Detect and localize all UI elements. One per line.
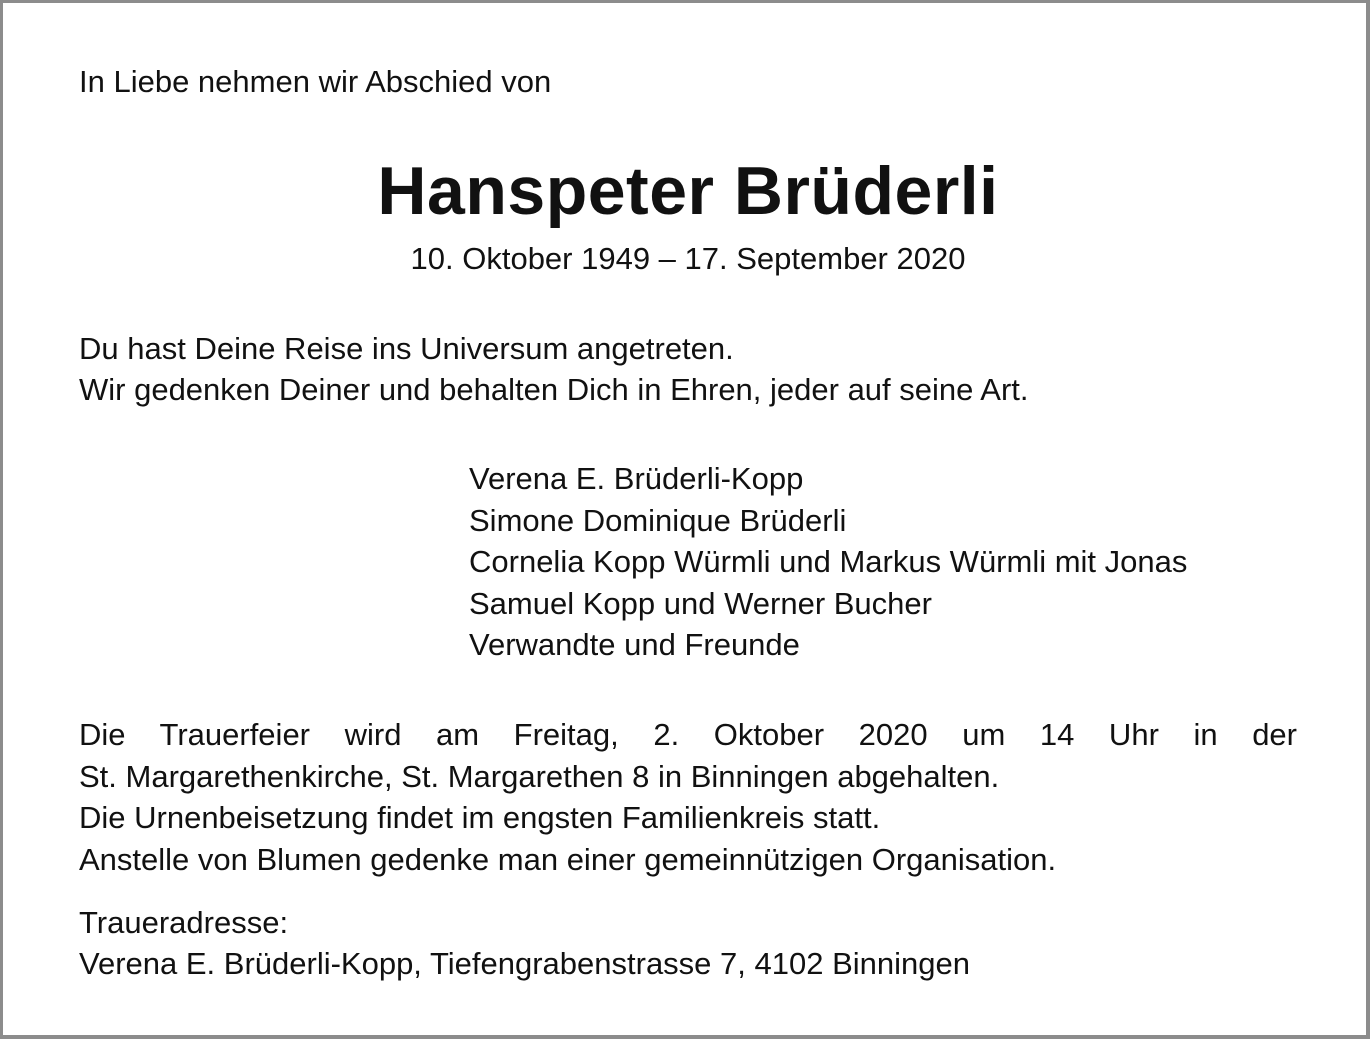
service-line: Die Trauerfeier wird am Freitag, 2. Oktober 2020 um 14 Uhr in der: [79, 717, 1297, 752]
mourner-item: Simone Dominique Brüderli: [469, 502, 847, 538]
mourner-item: Cornelia Kopp Würmli und Markus Würmli mit Jonas: [469, 544, 1188, 579]
mourning-address: [79, 902, 970, 984]
service-line: St. Margarethenkirche, St. Margarethen 8 in Binningen abgehalten.: [79, 758, 1000, 794]
service-line: Die Urnenbeisetzung findet im engsten Familienkreis statt.: [79, 800, 881, 835]
service-line: Anstelle von Blumen gedenke man einer gemeinnützigen Organisation.: [79, 841, 1057, 877]
mourner-item: Verwandte und Freunde: [469, 627, 800, 662]
mourner-item: Verena E. Brüderli-Kopp: [469, 461, 804, 496]
verse-line: Du hast Deine Reise ins Universum angetreten.: [79, 331, 734, 366]
address-label: Traueradresse:: [79, 905, 289, 940]
mourner-item: Samuel Kopp und Werner Bucher: [469, 585, 932, 621]
life-dates: 10. Oktober 1949 – 17. September 2020: [410, 241, 966, 276]
service-information: [79, 714, 1297, 880]
address-text: Verena E. Brüderli-Kopp, Tiefengrabenstrasse 7, 4102 Binningen: [79, 946, 970, 981]
verse-line: Wir gedenken Deiner und behalten Dich in Ehren, jeder auf seine Art.: [79, 372, 1029, 407]
deceased-name: Hanspeter Brüderli: [377, 153, 999, 229]
intro-text: In Liebe nehmen wir Abschied von: [79, 64, 552, 99]
mourners-list: [469, 458, 1187, 666]
verse: [79, 328, 1029, 410]
